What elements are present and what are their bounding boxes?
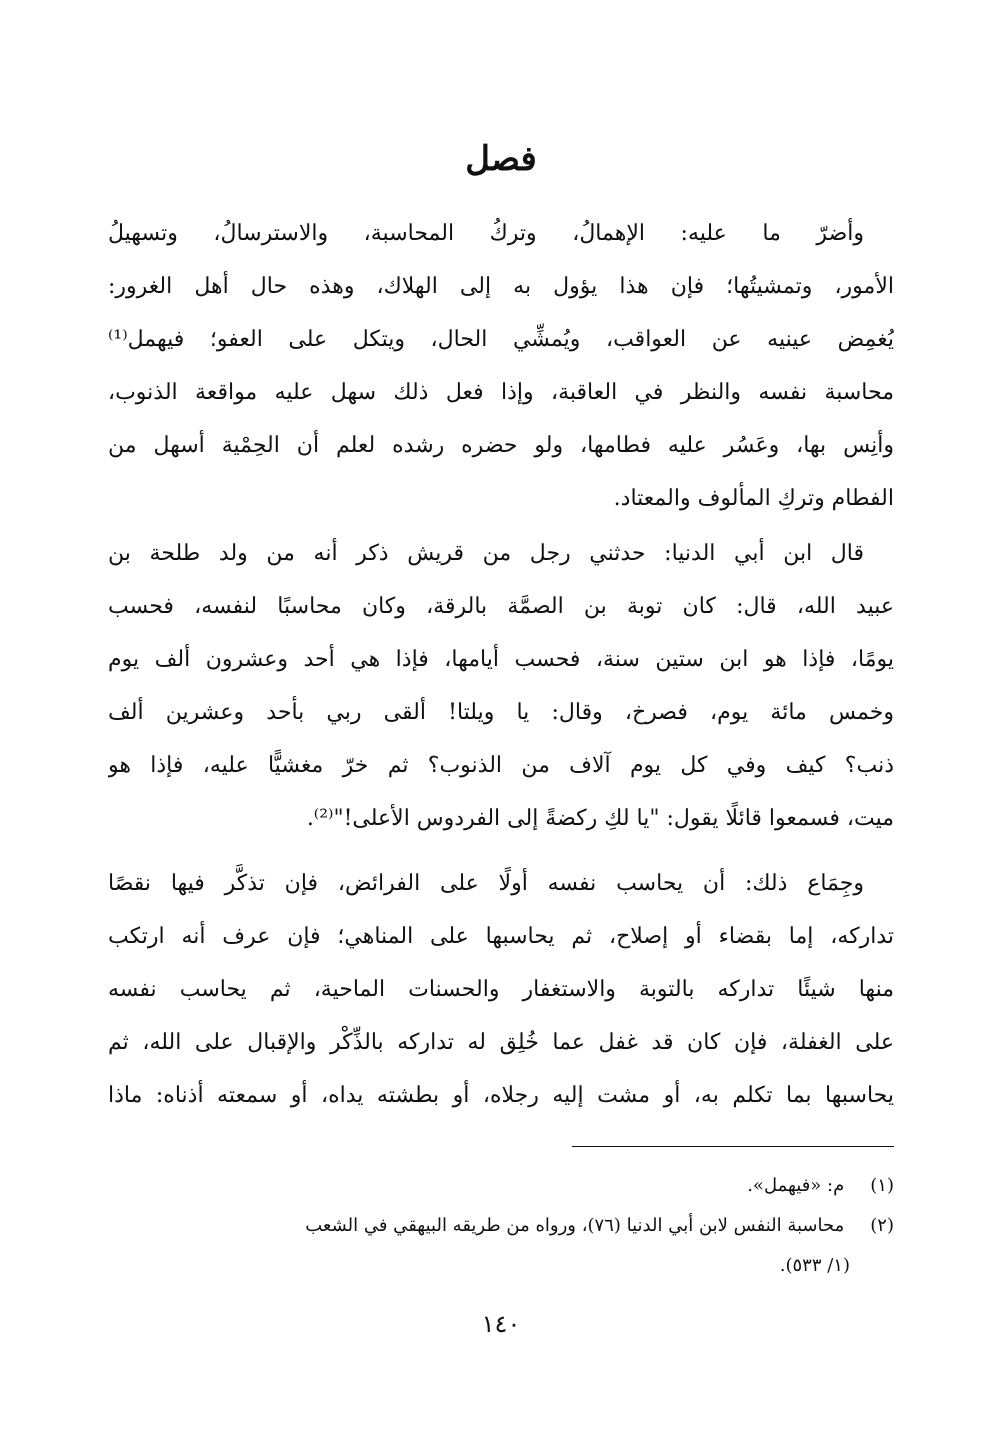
- paragraph-3: [108, 857, 894, 1122]
- footnotes: [108, 1166, 894, 1286]
- paragraph-2: [108, 527, 894, 845]
- paragraph-line: على الغفلة، فإن كان قد غفل عما خُلِق له تداركه بالذِّكْر والإقبال على الله، ثم: [108, 1030, 894, 1055]
- paragraph-line: عبيد الله، قال: كان توبة بن الصمَّة بالرقة، وكان محاسبًا لنفسه، فحسب: [108, 594, 894, 619]
- paragraph-line: محاسبة نفسه والنظر في العاقبة، وإذا فعل ذلك سهل عليه مواقعة الذنوب،: [108, 380, 894, 405]
- page-number: ١٤٠: [481, 1310, 521, 1338]
- footnote-separator: [572, 1146, 894, 1147]
- paragraph-line: قال ابن أبي الدنيا: حدثني رجل من قريش ذكر أنه من ولد طلحة بن: [108, 541, 864, 566]
- paragraph-line: الأمور، وتمشيتُها؛ فإن هذا يؤول به إلى الهلاك، وهذه حال أهل الغرور:: [108, 274, 894, 299]
- paragraph-line: يحاسبها بما تكلم به، أو مشت إليه رجلاه، أو بطشته يداه، أو سمعته أذناه: ماذا: [108, 1083, 894, 1108]
- section-heading: فصل: [465, 139, 537, 179]
- paragraph-line: وجِمَاع ذلك: أن يحاسب نفسه أولًا على الفرائض، فإن تذكَّر فيها نقصًا: [108, 871, 864, 896]
- paragraph-line: يومًا، فإذا هو ابن ستين سنة، فحسب أيامها، فإذا هي أحد وعشرون ألف يوم: [108, 647, 894, 672]
- paragraph-line: وأضرّ ما عليه: الإهمالُ، وتركُ المحاسبة، والاسترسالُ، وتسهيلُ: [108, 221, 864, 246]
- paragraph-line: الفطام وتركِ المألوف والمعتاد.: [613, 486, 894, 511]
- footnote-2-continuation: (١/ ٥٣٣).: [779, 1255, 850, 1276]
- paragraph-line: وخمس مائة يوم، فصرخ، وقال: يا ويلتا! ألقى ربي بأحد وعشرين ألف: [108, 700, 894, 725]
- paragraph-line: يُغمِض عينيه عن العواقب، ويُمشِّي الحال، ويتكل على العفو؛ فيهمل⁽¹⁾: [108, 327, 894, 352]
- footnote-text: م: «فيهمل».: [747, 1175, 845, 1196]
- paragraph-line: وأنِس بها، وعَسُر عليه فطامها، ولو حضره رشده لعلم أن الحِمْية أسهل من: [108, 433, 894, 458]
- paragraph-line: تداركه، إما بقضاء أو إصلاح، ثم يحاسبها على المناهي؛ فإن عرف أنه ارتكب: [108, 924, 894, 949]
- paragraph-line: منها شيئًا تداركه بالتوبة والاستغفار والحسنات الماحية، ثم يحاسب نفسه: [108, 977, 894, 1002]
- book-page: [108, 0, 894, 1454]
- footnote-1: [108, 1166, 894, 1206]
- footnote-text: محاسبة النفس لابن أبي الدنيا (٧٦)، ورواه من طريقه البيهقي في الشعب: [305, 1215, 845, 1236]
- footnote-number: (٢): [870, 1215, 894, 1236]
- paragraph-line: ذنب؟ كيف وفي كل يوم آلاف من الذنوب؟ ثم خرّ مغشيًّا عليه، فإذا هو: [108, 753, 894, 778]
- footnote-2: [108, 1206, 894, 1246]
- footnote-number: (١): [870, 1175, 894, 1196]
- paragraph-line: ميت، فسمعوا قائلًا يقول: "يا لكِ ركضةً إلى الفردوس الأعلى!"⁽²⁾.: [306, 806, 894, 831]
- paragraph-1: [108, 207, 894, 525]
